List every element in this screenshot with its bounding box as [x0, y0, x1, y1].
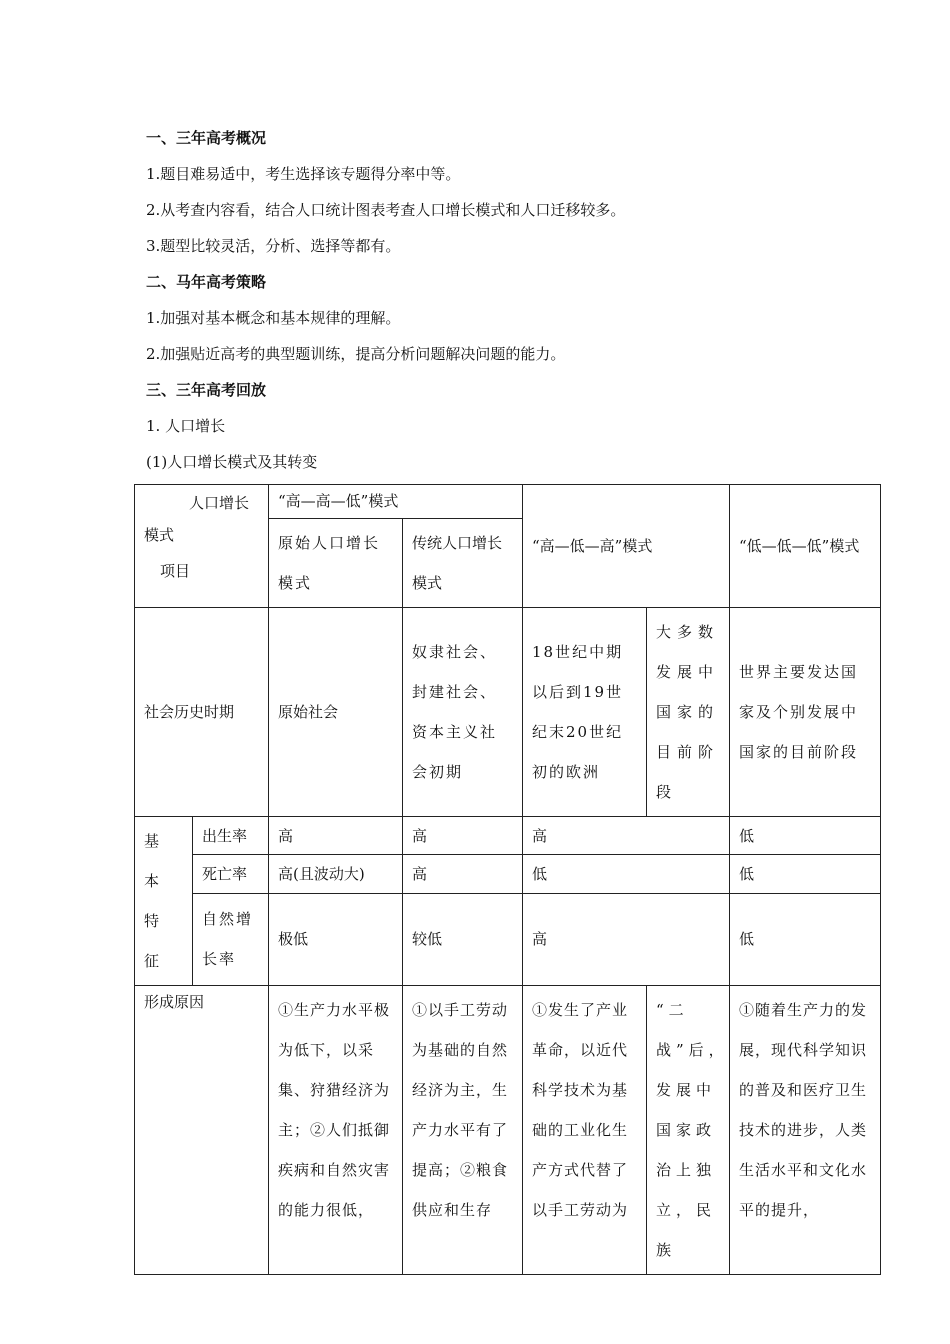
- section-2-item-1: 1.加强对基本概念和基本规律的理解。: [146, 309, 401, 327]
- section-1-item-2: 2.从考查内容看，结合人口统计图表考查人口增长模式和人口迁移较多。: [146, 201, 626, 219]
- birth-lll: 低: [730, 817, 881, 855]
- cause-label: 形成原因: [135, 986, 269, 1275]
- natural-traditional: 较低: [403, 893, 523, 985]
- period-primitive: 原始社会: [269, 608, 403, 817]
- corner-cell: [135, 485, 269, 608]
- death-traditional: 高: [403, 855, 523, 893]
- period-label: 社会历史时期: [135, 608, 269, 817]
- corner-top: 人口增长: [189, 494, 250, 512]
- section-1-title: 一、三年高考概况: [146, 129, 267, 147]
- birth-primitive: 高: [269, 817, 403, 855]
- header-hhl: “高—高—低”模式: [269, 485, 523, 519]
- birth-hlh: 高: [523, 817, 730, 855]
- birth-rate-label: 出生率: [193, 817, 269, 855]
- death-primitive: 高(且波动大): [269, 855, 403, 893]
- corner-mid: 模式: [144, 526, 175, 544]
- header-primitive: 原始人口增长模式: [269, 519, 403, 608]
- period-traditional: 奴隶社会、封建社会、资本主义社会初期: [403, 608, 523, 817]
- natural-hlh: 高: [523, 893, 730, 985]
- section-3-title: 三、三年高考回放: [146, 381, 267, 399]
- cause-traditional: ①以手工劳动为基础的自然经济为主，生产力水平有了提高；②粮食供应和生存: [403, 986, 523, 1275]
- cause-hlh-b: “二战”后，发展中国家政治上独立，民族: [647, 986, 730, 1275]
- header-traditional: 传统人口增长模式: [403, 519, 523, 608]
- cause-primitive: ①生产力水平极为低下，以采集、狩猎经济为主；②人们抵御疾病和自然灾害的能力很低，: [269, 986, 403, 1275]
- period-hlh-a: 18世纪中期以后到19世纪末20世纪初的欧洲: [523, 608, 647, 817]
- header-hlh: “高—低—高”模式: [523, 485, 730, 608]
- corner-bottom: 项目: [160, 562, 191, 580]
- cause-lll: ①随着生产力的发展，现代科学知识的普及和医疗卫生技术的进步，人类生活水平和文化水平的提升，: [730, 986, 881, 1275]
- header-lll: “低—低—低”模式: [730, 485, 881, 608]
- section-1-item-3: 3.题型比较灵活，分析、选择等都有。: [146, 237, 401, 255]
- section-3-sub-1: 1. 人口增长: [146, 417, 226, 435]
- death-rate-label: 死亡率: [193, 855, 269, 893]
- section-2-title: 二、马年高考策略: [146, 273, 267, 291]
- population-growth-table: [134, 484, 881, 1275]
- natural-lll: 低: [730, 893, 881, 985]
- death-hlh: 低: [523, 855, 730, 893]
- period-lll: 世界主要发达国家及个别发展中国家的目前阶段: [730, 608, 881, 817]
- period-hlh-b: 大多数发展中国家的目前阶段: [647, 608, 730, 817]
- section-1-item-1: 1.题目难易适中，考生选择该专题得分率中等。: [146, 165, 461, 183]
- natural-growth-label: 自然增长率: [193, 893, 269, 985]
- natural-primitive: 极低: [269, 893, 403, 985]
- cause-hlh-a: ①发生了产业革命，以近代科学技术为基础的工业化生产方式代替了以手工劳动为: [523, 986, 647, 1275]
- basic-features-label: 基本特征: [135, 817, 193, 986]
- section-3-sub-2: (1)人口增长模式及其转变: [146, 453, 318, 471]
- section-2-item-2: 2.加强贴近高考的典型题训练，提高分析问题解决问题的能力。: [146, 345, 566, 363]
- birth-traditional: 高: [403, 817, 523, 855]
- death-lll: 低: [730, 855, 881, 893]
